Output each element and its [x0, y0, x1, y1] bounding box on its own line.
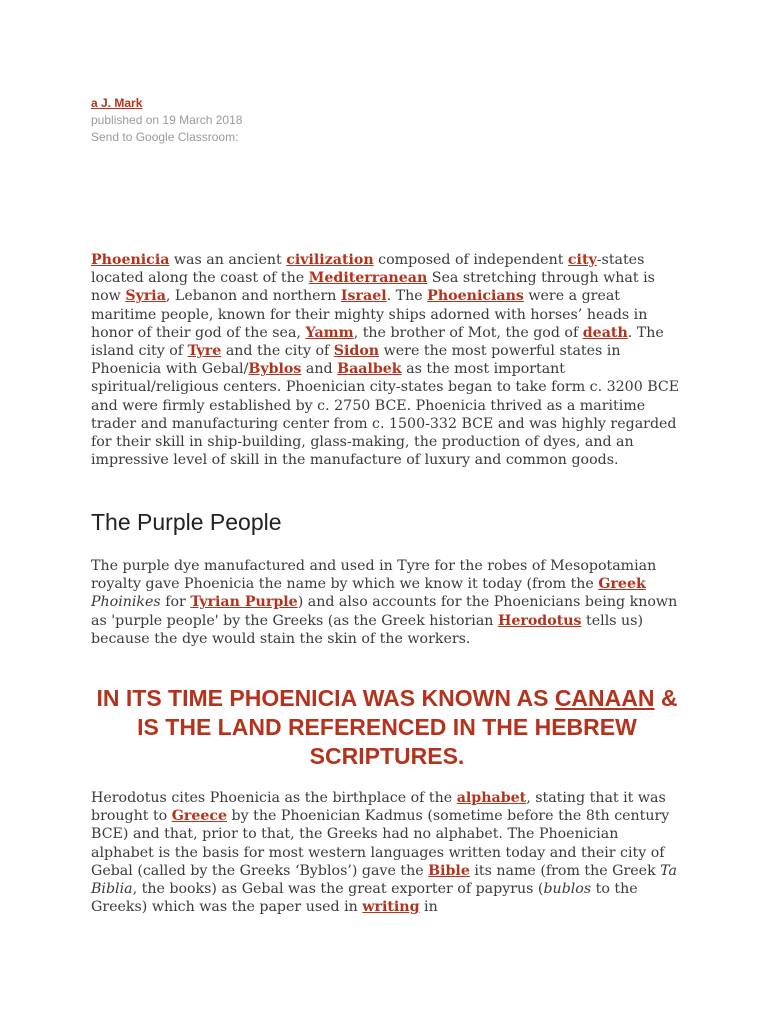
- text-segment: were a great maritime people, known for their mighty ships adorned with horses’ heads in honor of their god of the sea,: [91, 288, 648, 341]
- text-segment: by the Phoenician Kadmus (sometime before the 8th century BCE) and that, prior to that, the Greeks had no alphabet. The Phoenician alphabet is the basis for most western languages written today and their city of Gebal (called by the Greeks ‘Byblos’) gave the: [91, 808, 670, 879]
- text-segment: in: [419, 899, 438, 916]
- text-segment: its name (from the Greek: [469, 862, 661, 879]
- text-segment: The purple dye manufactured and used in Tyre for the robes of Mesopotamian royalty gave Phoenicia the name by which we know it today (from the: [91, 558, 657, 593]
- link-death[interactable]: death: [582, 324, 628, 341]
- alphabet-paragraph: [91, 789, 683, 916]
- text-segment: composed of independent: [373, 252, 568, 268]
- link-yamm[interactable]: Yamm: [305, 324, 354, 341]
- text-segment: and the city of: [221, 343, 334, 360]
- section-heading: The Purple People: [91, 509, 282, 535]
- link-phoenicians[interactable]: Phoenicians: [427, 288, 524, 305]
- quote-segment: & IS THE LAND REFERENCED IN THE HEBREW SCRIPTURES.: [137, 685, 678, 769]
- text-segment: . The: [386, 288, 428, 305]
- link-tyre[interactable]: Tyre: [187, 343, 222, 360]
- link-canaan[interactable]: CANAAN: [554, 685, 655, 711]
- link-civilization[interactable]: civilization: [286, 252, 374, 268]
- text-segment: as the most important spiritual/religious centers. Phoenician city-states began to take form c. 3200 BCE and were firmly established by c. 2750 BCE. Phoenicia thrived as a maritime trader and manufacturing center from c. 1500-332 BCE and was highly regarded for their skill in ship-building, glass-making, the production of dyes, and an impressive level of skill in the manufacture of luxury and common goods.: [91, 361, 680, 469]
- text-segment: . The island city of: [91, 324, 664, 360]
- google-classroom-label: Send to Google Classroom:: [91, 130, 239, 144]
- text-segment: Herodotus cites Phoenicia as the birthplace of the: [91, 790, 457, 806]
- text-segment: Sea stretching through what is now: [91, 270, 655, 305]
- link-bible[interactable]: Bible: [428, 862, 470, 879]
- text-segment: for: [160, 594, 191, 611]
- link-byblos[interactable]: Byblos: [248, 361, 302, 378]
- text-segment: ) and also accounts for the Phoenicians being known as 'purple people' by the Greeks (as the Greek historian: [91, 594, 678, 629]
- text-segment: were the most powerful states in Phoenicia with Gebal/: [91, 343, 621, 378]
- text-segment: -states located along the coast of the: [91, 252, 645, 287]
- italic-bublos: bublos: [543, 881, 592, 898]
- link-israel[interactable]: Israel: [340, 288, 387, 305]
- purple-people-paragraph: [91, 557, 683, 648]
- text-segment: was an ancient: [169, 252, 287, 268]
- link-greek[interactable]: Greek: [598, 576, 646, 593]
- text-segment: and: [301, 361, 338, 378]
- link-greece[interactable]: Greece: [171, 808, 228, 825]
- link-alphabet[interactable]: alphabet: [456, 790, 527, 806]
- link-syria[interactable]: Syria: [125, 288, 166, 305]
- quote-segment: IN ITS TIME PHOENICIA WAS KNOWN AS: [96, 685, 555, 711]
- link-sidon[interactable]: Sidon: [333, 343, 380, 360]
- link-mediterranean[interactable]: Mediterranean: [308, 270, 428, 287]
- author-link[interactable]: a J. Mark: [91, 96, 143, 110]
- italic-ta-biblia: Ta Biblia: [91, 862, 677, 898]
- link-city[interactable]: city: [567, 252, 597, 268]
- link-phoenicia[interactable]: Phoenicia: [91, 252, 170, 268]
- text-segment: , Lebanon and northern: [165, 288, 341, 305]
- link-writing[interactable]: writing: [362, 899, 420, 916]
- publish-date: published on 19 March 2018: [91, 113, 243, 127]
- text-segment: , the brother of Mot, the god of: [353, 324, 583, 341]
- text-segment: tells us) because the dye would stain the skin of the workers.: [91, 612, 643, 647]
- link-herodotus[interactable]: Herodotus: [497, 612, 582, 629]
- intro-paragraph: [91, 251, 683, 469]
- text-segment: to the Greeks) which was the paper used in: [91, 881, 638, 916]
- link-tyrian-purple[interactable]: Tyrian Purple: [190, 594, 298, 611]
- text-segment: , the books) as Gebal was the great exporter of papyrus (: [132, 881, 544, 898]
- article-meta: [91, 95, 242, 146]
- text-segment: , stating that it was brought to: [91, 790, 666, 825]
- link-baalbek[interactable]: Baalbek: [337, 361, 402, 378]
- italic-phoinikes: Phoinikes: [91, 594, 161, 611]
- pull-quote: [91, 684, 683, 771]
